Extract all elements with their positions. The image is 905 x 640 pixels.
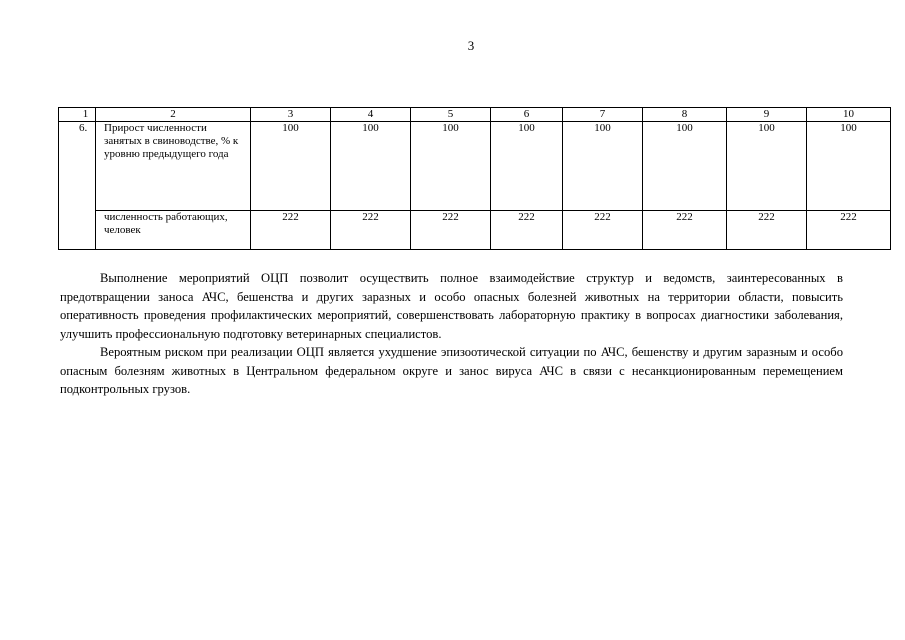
value-cell: 222 [331, 211, 411, 250]
value-cell: 222 [727, 211, 807, 250]
value-cell: 100 [563, 122, 643, 211]
table-row [59, 211, 891, 250]
value-cell: 222 [643, 211, 727, 250]
row-label-cell: Прирост численности занятых в свиноводстве, % к уровню предыдущего года [96, 122, 251, 211]
row-index-cell: 6. [59, 122, 96, 250]
value-cell: 100 [807, 122, 891, 211]
header-cell: 2 [96, 108, 251, 122]
value-cell: 100 [411, 122, 491, 211]
header-cell: 1 [59, 108, 96, 122]
value-cell: 222 [807, 211, 891, 250]
value-cell: 100 [643, 122, 727, 211]
value-cell: 222 [563, 211, 643, 250]
paragraph: Вероятным риском при реализации ОЦП является ухудшение эпизоотической ситуации по АЧС, бешенству и другим заразным и особо опасным болезням животных в Центральном федеральном округе и занос вируса АЧС в связи с несанкционированным перемещением подконтрольных грузов. [60, 345, 843, 396]
header-cell: 3 [251, 108, 331, 122]
header-cell: 8 [643, 108, 727, 122]
header-cell: 10 [807, 108, 891, 122]
value-cell: 222 [411, 211, 491, 250]
paragraph: Выполнение мероприятий ОЦП позволит осуществить полное взаимодействие структур и ведомств, заинтересованных в предотвращении заноса АЧС, бешенства и других заразных и особо опасных болезней животных на территории области, повысить оперативность проведения профилактических мероприятий, совершенствовать лабораторную практику в вопросах диагностики заболевания, улучшить профессиональную подготовку ветеринарных специалистов. [60, 271, 843, 341]
value-cell: 100 [491, 122, 563, 211]
table-row [59, 122, 891, 211]
header-cell: 4 [331, 108, 411, 122]
table-header-row [59, 108, 891, 122]
value-cell: 100 [331, 122, 411, 211]
value-cell: 100 [251, 122, 331, 211]
value-cell: 222 [251, 211, 331, 250]
header-cell: 7 [563, 108, 643, 122]
header-cell: 5 [411, 108, 491, 122]
body-text [60, 269, 843, 399]
indicators-table [58, 107, 891, 250]
value-cell: 100 [727, 122, 807, 211]
page-number: 3 [467, 38, 475, 53]
header-cell: 6 [491, 108, 563, 122]
value-cell: 222 [491, 211, 563, 250]
header-cell: 9 [727, 108, 807, 122]
row-label-cell: численность работающих, человек [96, 211, 251, 250]
